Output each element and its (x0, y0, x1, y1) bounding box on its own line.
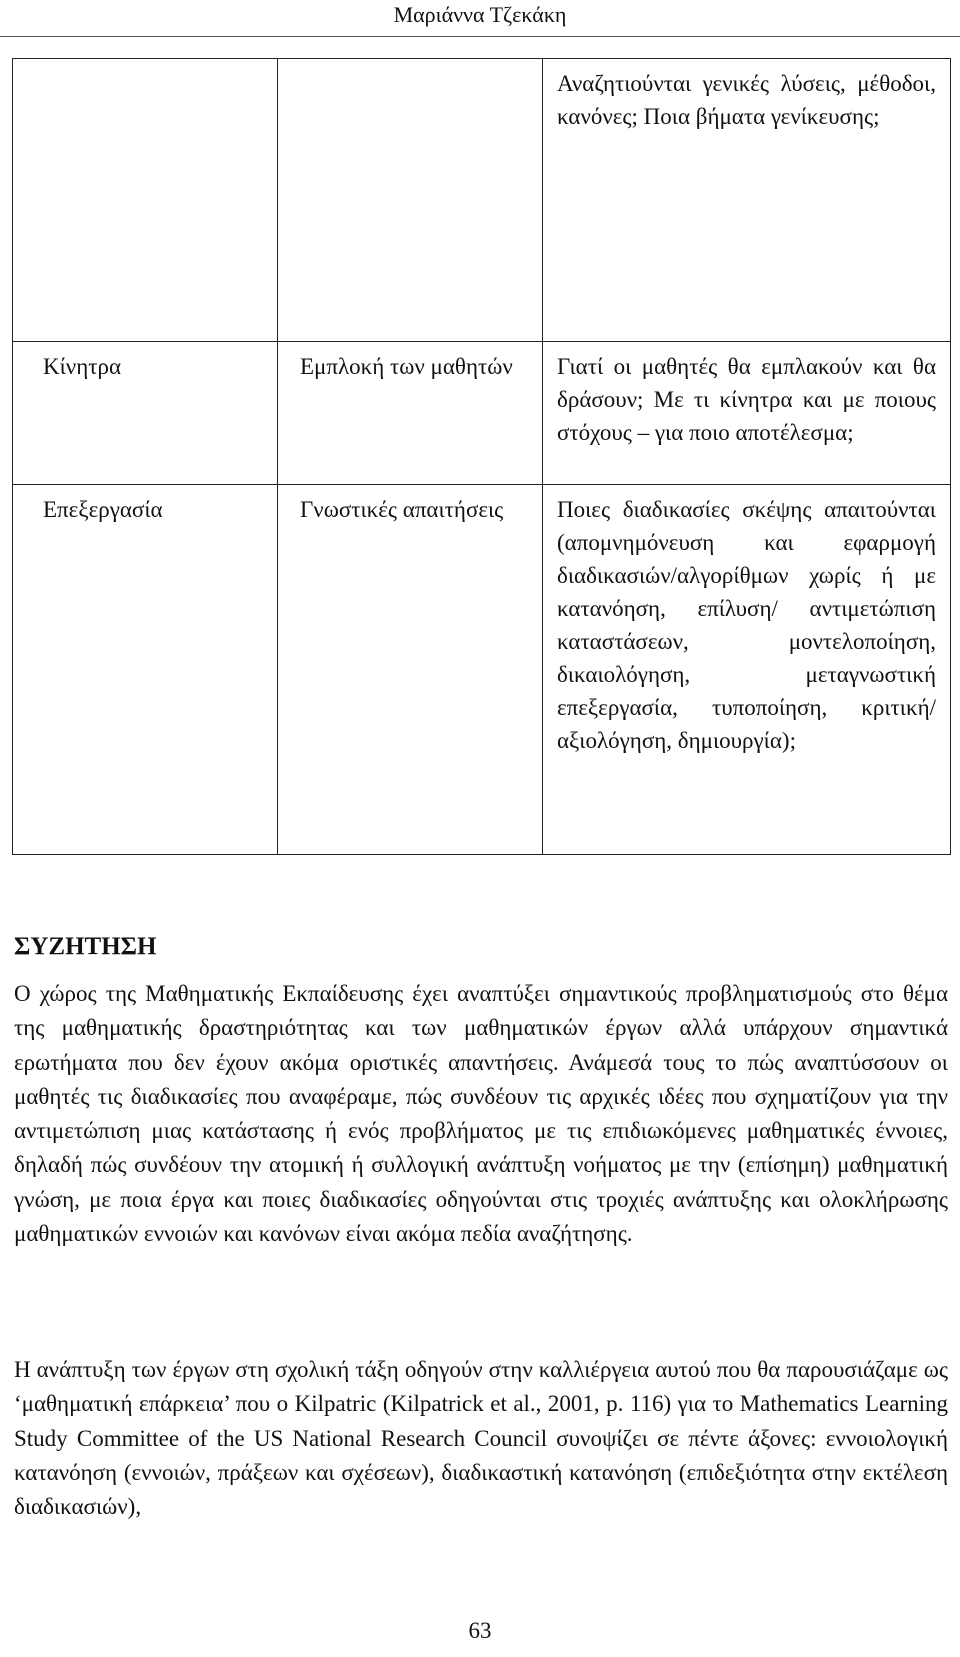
cell-text: Γνωστικές απαιτήσεις (300, 497, 504, 522)
cell-text: Κίνητρα (43, 354, 121, 379)
cell-text (13, 59, 277, 67)
table-cell (278, 485, 543, 855)
criteria-table (12, 58, 951, 855)
header-rule (0, 36, 960, 37)
cell-text: Εμπλοκή των μαθητών (300, 354, 513, 379)
header-author: Μαριάννα Τζεκάκη (393, 2, 567, 27)
cell-text: Επεξεργασία (43, 497, 163, 522)
table-cell (13, 59, 278, 342)
cell-text: Γιατί οι μαθητές θα εμπλακούν και θα δράσουν; Με τι κίνητρα και με ποιους στόχους – για ποιο αποτέλεσμα; (557, 354, 936, 445)
table-row (13, 485, 951, 855)
table-cell (543, 342, 951, 485)
cell-text: Ποιες διαδικασίες σκέψης απαιτούνται (απομνημόνευση και εφαρμογή διαδικασιών/αλγορίθμων χωρίς ή με κατανόηση, επίλυση/ αντιμετώπιση καταστάσεων, μοντελοποίηση, δικαιολόγηση, μεταγνωστική επεξεργασία, τυποποίηση, κριτική/ αξιολόγηση, δημιουργία); (557, 497, 936, 753)
body-paragraph: Η ανάπτυξη των έργων στη σχολική τάξη οδηγούν στην καλλιέργεια αυτού που θα παρουσιάζαμε ως ‘μαθηματική επάρκεια’ που ο Kilpatric (Kilpatrick et al., 2001, p. 116) για το Mathematics Learning Study Committee of the US National Research Council συνοψίζει σε πέντε άξονες: εννοιολογική κατανόηση (εννοιών, πράξεων και σχέσεων), διαδικαστική κατανόηση (επιδεξιότητα στην εκτέλεση διαδικασιών), (14, 1357, 948, 1520)
table-cell (13, 342, 278, 485)
section-heading: ΣΥΖΗΤΗΣΗ (14, 933, 157, 960)
table-row (13, 342, 951, 485)
body-paragraph: Ο χώρος της Μαθηματικής Εκπαίδευσης έχει αναπτύξει σημαντικούς προβληματισμούς στο θέμα της μαθηματικής δραστηριότητας και των μαθηματικών έργων αλλά υπάρχουν σημαντικά ερωτήματα που δεν έχουν ακόμα οριστικές απαντήσεις. Ανάμεσά τους το πώς αναπτύσσουν οι μαθητές τις διαδικασίες που αναφέραμε, πώς συνδέουν τις αρχικές ιδέες που σχηματίζουν για την αντιμετώπιση μιας κατάστασης ή ενός προβλήματος με τις επιδιωκόμενες μαθηματικές έννοιες, δηλαδή πώς συνδέουν την ατομική ή συλλογική ανάπτυξη νοήματος με την (επίσημη) μαθηματική γνώση, με ποια έργα και ποιες διαδικασίες οδηγούνται στις τροχιές ανάπτυξης και ολοκλήρωσης μαθηματικών εννοιών και κανόνων είναι ακόμα πεδία αναζήτησης. (14, 981, 948, 1247)
table-row (13, 59, 951, 342)
table-cell (543, 485, 951, 855)
table-cell (13, 485, 278, 855)
running-header (0, 0, 960, 34)
table-cell (278, 59, 543, 342)
cell-text (278, 59, 542, 67)
page-number: 63 (468, 1618, 492, 1643)
cell-text: Αναζητιούνται γενικές λύσεις, μέθοδοι, κανόνες; Ποια βήματα γενίκευσης; (557, 71, 936, 129)
table-cell (278, 342, 543, 485)
table-cell (543, 59, 951, 342)
